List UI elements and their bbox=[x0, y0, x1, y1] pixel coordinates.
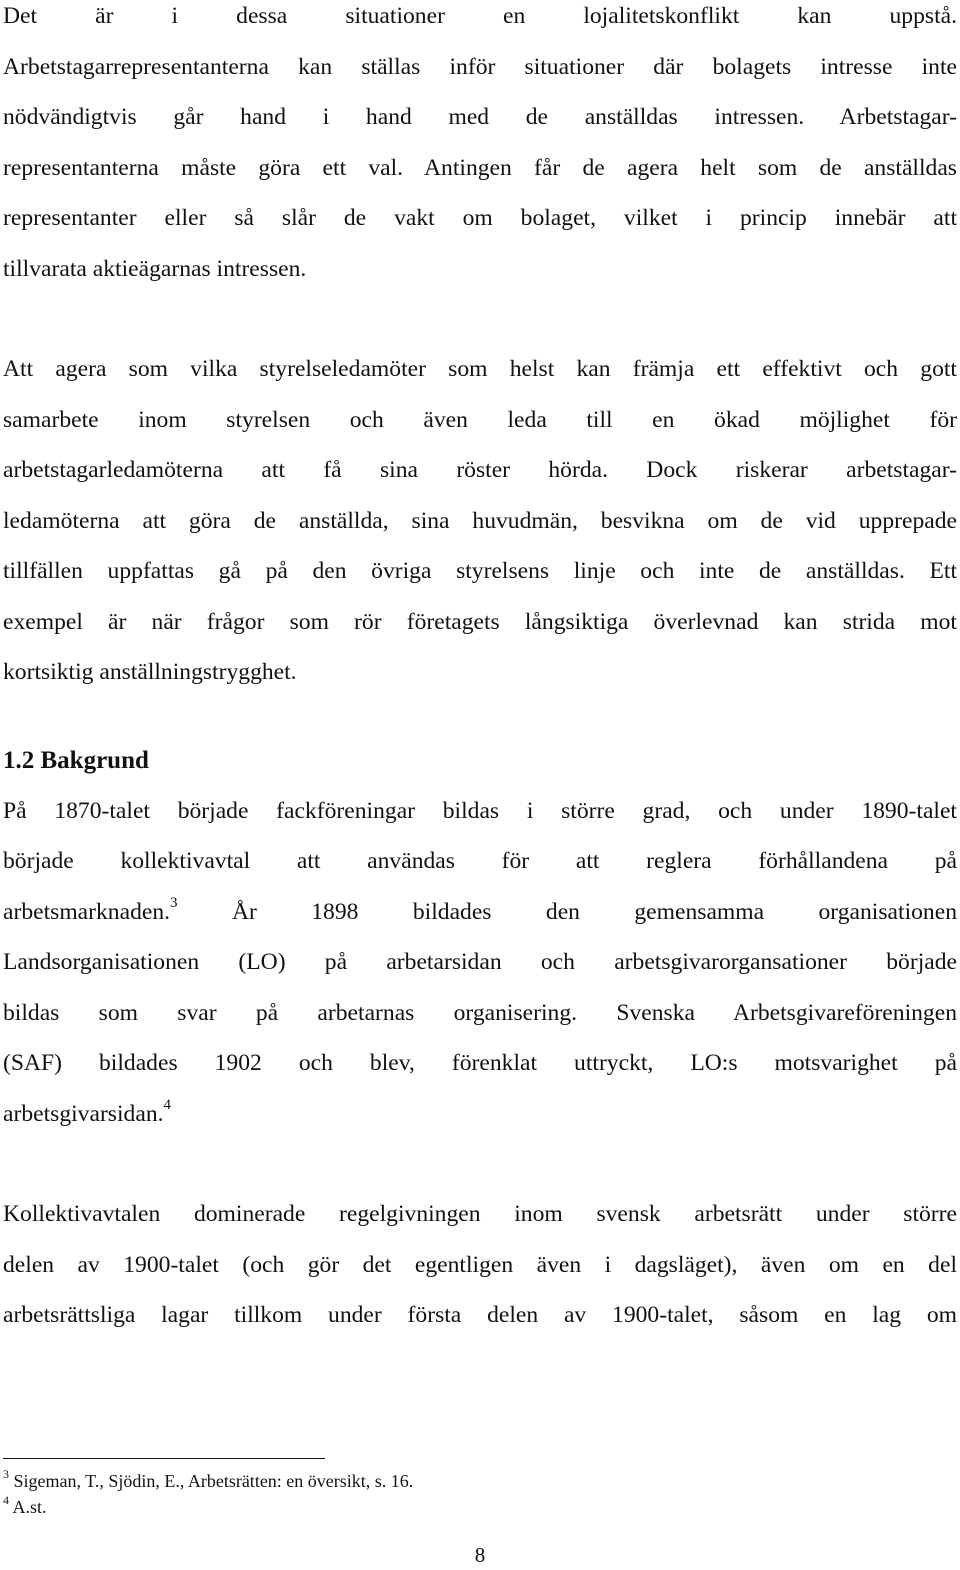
paragraph-background bbox=[3, 786, 957, 1140]
footnote-reference[interactable]: 3 bbox=[170, 894, 178, 911]
text-line: representanterna måste göra ett val. Antingen får de agera helt som de anställdas bbox=[3, 154, 957, 181]
footnote-item bbox=[3, 1494, 903, 1520]
footnote-item bbox=[3, 1468, 903, 1494]
text-line: nödvändigtvis går hand i hand med de anställdas intressen. Arbetstagar- bbox=[3, 104, 957, 130]
text-line: kortsiktig anställningstrygghet. bbox=[3, 659, 297, 685]
footnote-reference[interactable]: 4 bbox=[163, 1096, 172, 1113]
paragraph-loyalty-conflict bbox=[3, 0, 957, 294]
text-line: tillfällen uppfattas gå på den övriga styrelsens linje och inte de anställdas. Ett bbox=[3, 558, 957, 584]
text-fragment: arbetsmarknaden. bbox=[3, 898, 171, 925]
text-line: På 1870-talet började fackföreningar bildas i större grad, och under 1890-talet bbox=[3, 797, 957, 824]
paragraph-collective-agreements bbox=[3, 1189, 957, 1341]
text-line: arbetstagarledamöterna att få sina röster hörda. Dock riskerar arbetstagar- bbox=[3, 457, 957, 483]
text-line: delen av 1900-talet (och gör det egentligen även i dagsläget), även om en del bbox=[3, 1251, 957, 1278]
text-line-with-footnote bbox=[3, 1089, 957, 1140]
text-line: Landsorganisationen (LO) på arbetarsidan och arbetsgivarorgansationer började bbox=[3, 949, 957, 975]
text-line: Arbetstagarrepresentanterna kan ställas inför situationer där bolagets intresse inte bbox=[3, 53, 957, 80]
section-heading: 1.2 Bakgrund bbox=[3, 746, 149, 774]
text-line: ledamöterna att göra de anställda, sina huvudmän, besvikna om de vid upprepade bbox=[3, 507, 957, 534]
footnote-text: Sigeman, T., Sjödin, E., Arbetsrätten: en översikt, s. 16. bbox=[13, 1471, 414, 1491]
text-line: representanter eller så slår de vakt om bolaget, vilket i princip innebär att bbox=[3, 205, 957, 231]
text-line-with-footnote bbox=[3, 887, 957, 938]
footnote-marker: 3 bbox=[3, 1467, 9, 1481]
text-line: Kollektivavtalen dominerade regelgivningen inom svensk arbetsrätt under större bbox=[3, 1201, 957, 1227]
document-page bbox=[3, 0, 957, 1341]
footnote-divider bbox=[3, 1458, 325, 1459]
text-line: Det är i dessa situationer en lojalitetskonflikt kan uppstå. bbox=[3, 3, 957, 29]
text-line: började kollektivavtal att användas för att reglera förhållandena på bbox=[3, 848, 957, 874]
text-line: arbetsrättsliga lagar tillkom under första delen av 1900-talet, såsom en lag om bbox=[3, 1302, 957, 1328]
text-line: tillvarata aktieägarnas intressen. bbox=[3, 255, 307, 282]
footnote-text: A.st. bbox=[12, 1497, 47, 1517]
text-line: bildas som svar på arbetarnas organisering. Svenska Arbetsgivareföreningen bbox=[3, 999, 957, 1026]
text-line: (SAF) bildades 1902 och blev, förenklat uttryckt, LO:s motsvarighet på bbox=[3, 1050, 957, 1076]
text-fragment: arbetsgivarsidan. bbox=[3, 1100, 164, 1127]
text-line: samarbete inom styrelsen och även leda till en ökad möjlighet för bbox=[3, 406, 957, 433]
page-number: 8 bbox=[474, 1543, 486, 1567]
paragraph-board-cooperation bbox=[3, 344, 957, 698]
footnotes bbox=[3, 1468, 903, 1520]
text-line: Att agera som vilka styrelseledamöter som helst kan främja ett effektivt och gott bbox=[3, 356, 957, 382]
text-fragment: År 1898 bildades den gemensamma organisationen bbox=[177, 898, 957, 925]
text-line: exempel är när frågor som rör företagets långsiktiga överlevnad kan strida mot bbox=[3, 608, 957, 635]
footnote-marker: 4 bbox=[3, 1493, 9, 1507]
